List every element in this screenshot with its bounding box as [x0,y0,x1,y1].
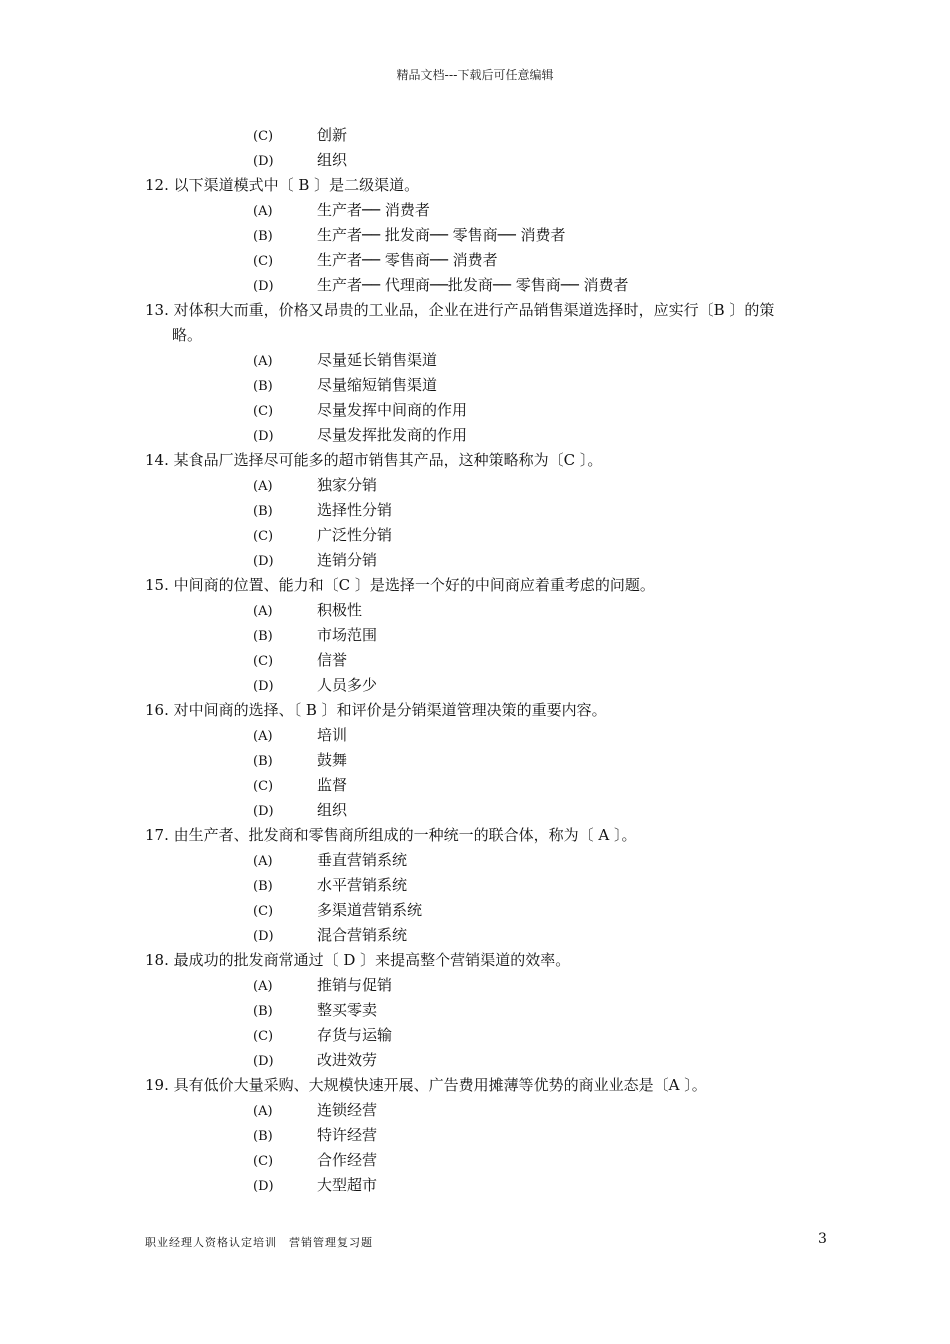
answer-option [145,223,865,248]
option-text: 多渠道营销系统 [317,901,423,919]
question-text: 14. 某食品厂选择尽可能多的超市销售其产品，这种策略称为〔C 〕。 [145,451,603,469]
option-text: 生产者── 消费者 [317,201,430,219]
answer-option [145,798,865,823]
answer-option [145,873,865,898]
option-letter: (B) [253,1129,273,1144]
question-text: 17. 由生产者、批发商和零售商所组成的一种统一的联合体，称为〔 A 〕。 [145,826,637,844]
option-text: 连锁经营 [317,1101,378,1119]
option-letter: (B) [253,379,273,394]
option-letter: (D) [253,554,274,569]
question-text: 13. 对体积大而重，价格又昂贵的工业品，企业在进行产品销售渠道选择时，应实行〔B 〕的策 [145,301,775,319]
answer-option [145,1123,865,1148]
answer-option [145,973,865,998]
answer-option [145,598,865,623]
option-text: 垂直营销系统 [317,851,408,869]
answer-option [145,398,865,423]
answer-option [145,423,865,448]
option-letter: (A) [253,1104,273,1119]
option-text: 整买零卖 [317,1001,378,1019]
option-letter: (D) [253,279,274,294]
option-letter: (C) [253,779,274,794]
answer-option [145,623,865,648]
option-text: 合作经营 [317,1151,378,1169]
answer-option [145,848,865,873]
answer-option [145,273,865,298]
answer-option [145,498,865,523]
option-text: 推销与促销 [317,976,393,994]
option-letter: (B) [253,504,273,519]
answer-option [145,548,865,573]
option-text: 人员多少 [317,676,378,694]
answer-option [145,348,865,373]
page-header: 精品文档---下载后可任意编辑 [396,68,554,82]
option-letter: (A) [253,854,273,869]
option-text: 积极性 [317,601,363,619]
option-letter: (A) [253,729,273,744]
question-text: 15. 中间商的位置、能力和〔C 〕是选择一个好的中间商应着重考虑的问题。 [145,576,655,594]
option-letter: (C) [253,904,274,919]
option-text: 市场范围 [317,626,378,644]
option-letter: (C) [253,1029,274,1044]
option-letter: (C) [253,254,274,269]
answer-option [145,998,865,1023]
option-text: 存货与运输 [317,1026,393,1044]
option-text: 创新 [317,126,348,144]
option-text: 改进效劳 [317,1051,378,1069]
option-text: 大型超市 [317,1176,378,1194]
answer-option [145,1023,865,1048]
option-letter: (D) [253,679,274,694]
answer-option [145,198,865,223]
option-letter: (D) [253,929,274,944]
option-text: 组织 [317,151,348,169]
answer-option [145,673,865,698]
answer-option [145,148,865,173]
answer-option [145,723,865,748]
option-letter: (B) [253,1004,273,1019]
question-text: 16. 对中间商的选择、〔 B 〕和评价是分销渠道管理决策的重要内容。 [145,701,607,719]
option-text: 鼓舞 [317,751,348,769]
option-text: 选择性分销 [317,501,393,519]
answer-option [145,1148,865,1173]
answer-option [145,123,865,148]
answer-option [145,473,865,498]
option-letter: (C) [253,529,274,544]
option-text: 生产者── 代理商──批发商── 零售商── 消费者 [317,276,629,294]
option-letter: (A) [253,204,273,219]
answer-option [145,1098,865,1123]
option-letter: (A) [253,479,273,494]
answer-option [145,648,865,673]
option-letter: (C) [253,1154,274,1169]
option-text: 尽量发挥批发商的作用 [317,426,468,444]
question-text: 19. 具有低价大量采购、大规模快速开展、广告费用摊薄等优势的商业业态是〔A 〕。 [145,1076,707,1094]
footer-title: 职业经理人资格认定培训 营销管理复习题 [145,1236,373,1249]
answer-option [145,1048,865,1073]
answer-option [145,898,865,923]
answer-option [145,523,865,548]
page-number: 3 [818,1231,827,1247]
option-text: 信誉 [317,651,348,669]
question-text: 18. 最成功的批发商常通过〔 D 〕来提高整个营销渠道的效率。 [145,951,571,969]
option-text: 混合营销系统 [317,926,408,944]
option-letter: (C) [253,129,274,144]
option-letter: (A) [253,354,273,369]
option-text: 尽量延长销售渠道 [317,351,438,369]
answer-option [145,373,865,398]
answer-option [145,773,865,798]
option-text: 生产者── 零售商── 消费者 [317,251,498,269]
option-text: 广泛性分销 [317,526,393,544]
option-text: 连销分销 [317,551,378,569]
option-text: 监督 [317,776,348,794]
answer-option [145,248,865,273]
option-letter: (D) [253,804,274,819]
option-letter: (D) [253,154,274,169]
question-continuation: 略。 [172,326,203,344]
option-letter: (D) [253,1179,274,1194]
option-text: 独家分销 [317,476,378,494]
answer-option [145,748,865,773]
option-letter: (B) [253,229,273,244]
answer-option [145,923,865,948]
answer-option [145,1173,865,1198]
option-text: 特许经营 [317,1126,378,1144]
option-letter: (B) [253,629,273,644]
document-body [145,123,865,1198]
option-text: 组织 [317,801,348,819]
option-text: 尽量发挥中间商的作用 [317,401,468,419]
option-text: 水平营销系统 [317,876,408,894]
option-letter: (A) [253,979,273,994]
option-letter: (D) [253,1054,274,1069]
question-text: 12. 以下渠道模式中〔 B 〕是二级渠道。 [145,176,420,194]
option-letter: (C) [253,404,274,419]
option-letter: (C) [253,654,274,669]
option-text: 生产者── 批发商── 零售商── 消费者 [317,226,566,244]
option-text: 尽量缩短销售渠道 [317,376,438,394]
option-text: 培训 [317,726,348,744]
option-letter: (A) [253,604,273,619]
option-letter: (D) [253,429,274,444]
option-letter: (B) [253,754,273,769]
option-letter: (B) [253,879,273,894]
